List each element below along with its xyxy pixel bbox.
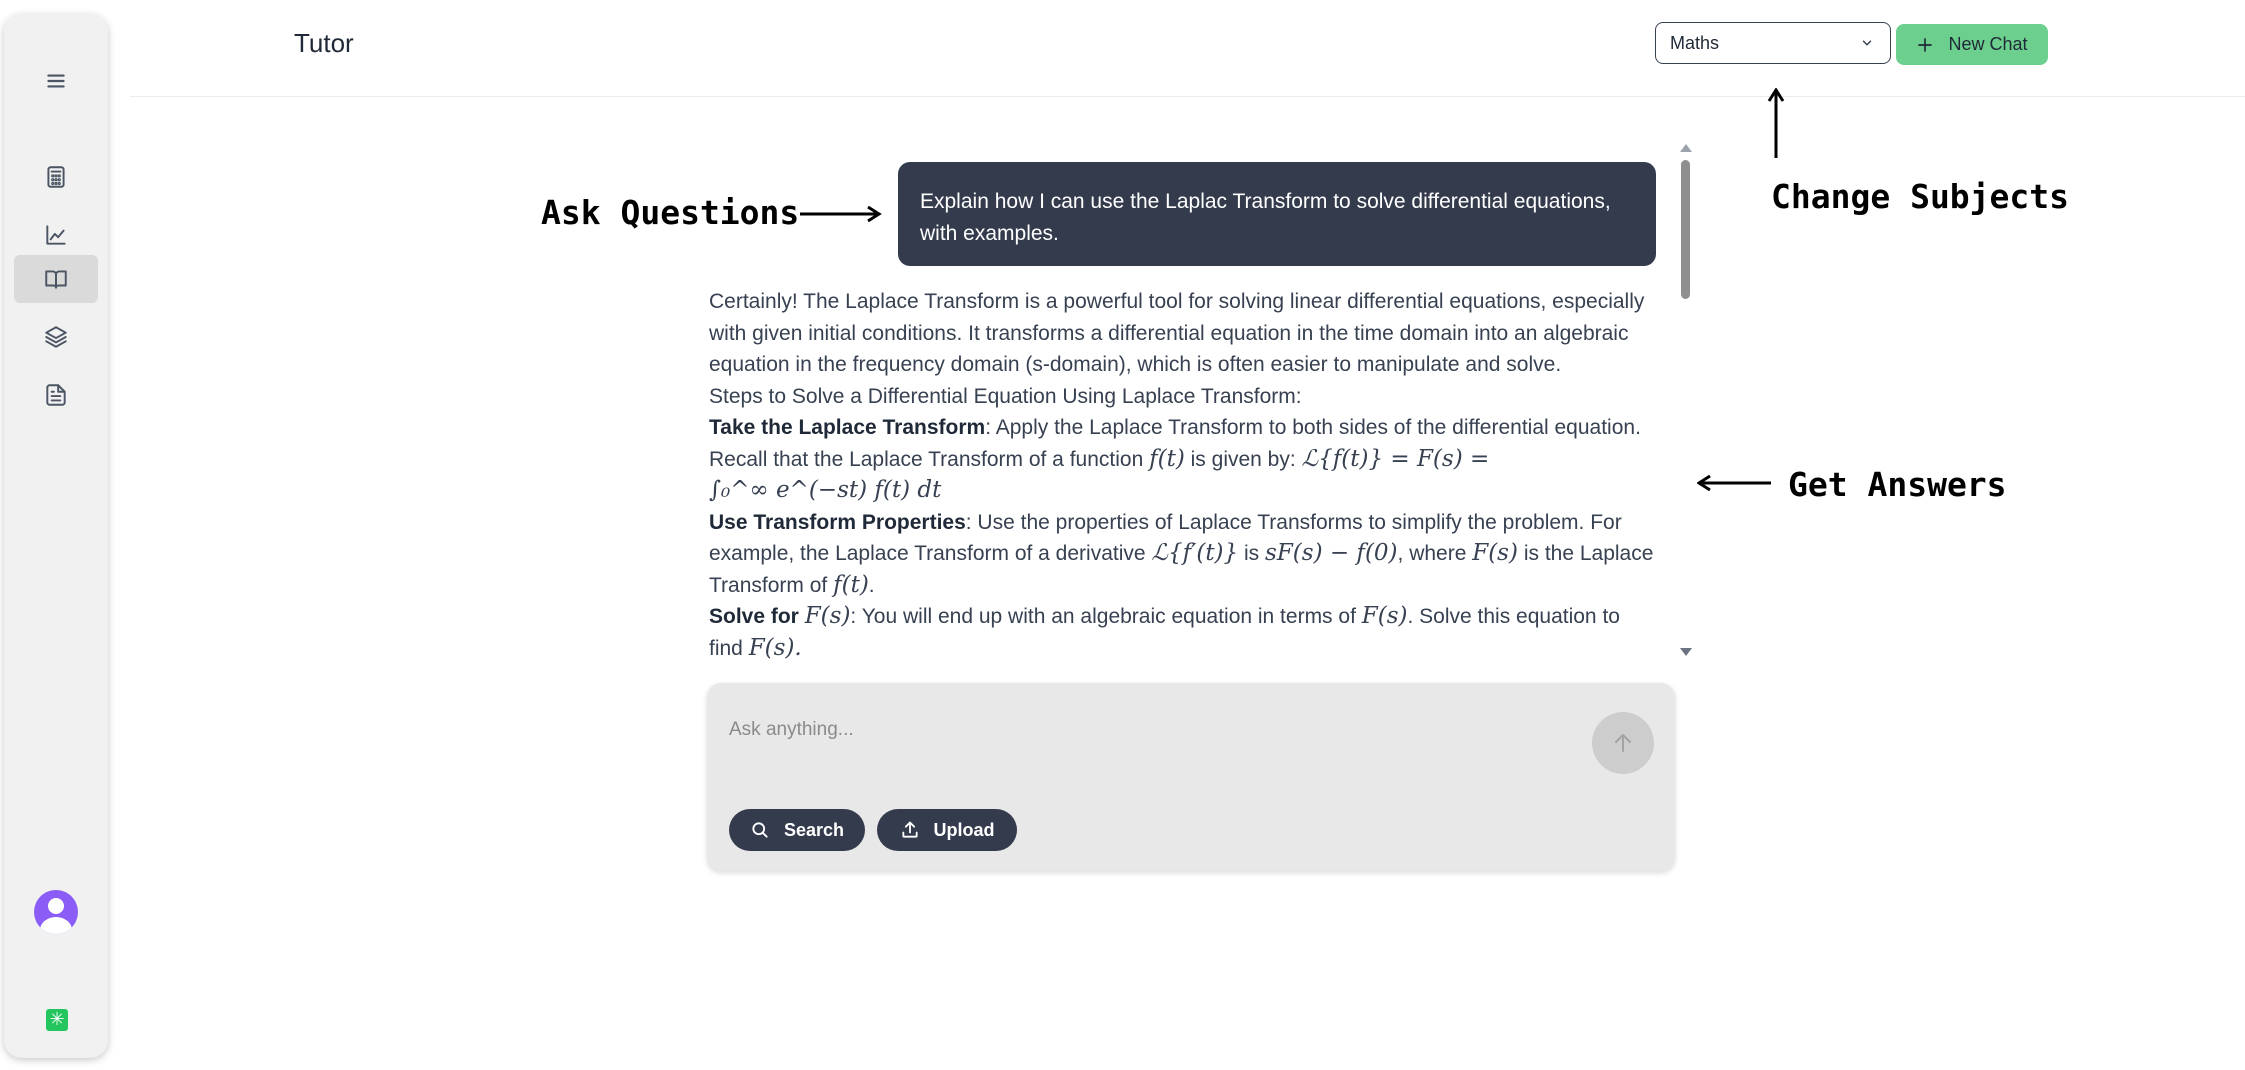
search-icon	[750, 820, 770, 840]
step-1-mid: is given by:	[1190, 447, 1296, 471]
chat-scroll-area[interactable]	[700, 150, 1680, 660]
file-text-icon	[43, 382, 69, 408]
brand-logo-icon[interactable]: ✳	[46, 1009, 68, 1031]
annotation-ask-questions: Ask Questions	[541, 193, 800, 232]
step-1-text: : Apply the Laplace Transform to both sides of the differential equation. Recall that the Laplace Transform of a function	[709, 416, 1641, 471]
assistant-answer	[709, 286, 1654, 660]
step-1-function: f(t)	[1149, 445, 1185, 472]
avatar-head	[48, 898, 64, 914]
search-button-label: Search	[783, 819, 845, 840]
step-2-math-derivative: ℒ{f′(t)}	[1151, 540, 1239, 566]
search-button[interactable]	[729, 809, 865, 851]
answer-steps-heading: Steps to Solve a Differential Equation Using Laplace Transform:	[709, 384, 1302, 408]
step-2-title: Use Transform Properties	[709, 510, 966, 534]
avatar[interactable]	[34, 890, 78, 934]
layers-icon	[43, 324, 69, 350]
step-2-math-result: sF(s) − f(0)	[1265, 540, 1398, 566]
step-3-text-2: . Solve this equation to find	[709, 605, 1620, 660]
header-divider	[130, 96, 2245, 97]
sidebar-item-calculator[interactable]	[14, 153, 98, 201]
arrow-up-send-icon	[1611, 731, 1635, 755]
annotation-change-subjects: Change Subjects	[1771, 177, 2070, 216]
user-message-bubble	[898, 162, 1656, 266]
subject-select-value: Maths	[1670, 32, 1720, 53]
step-3-math-2: F(s)	[1361, 603, 1408, 629]
annotation-get-answers: Get Answers	[1788, 465, 2007, 504]
chat-scrollbar-thumb[interactable]	[1681, 160, 1690, 299]
sidebar	[4, 14, 108, 1058]
step-1-formula: ℒ{f(t)} = F(s) =	[1301, 445, 1490, 472]
sidebar-item-graphs[interactable]	[14, 211, 98, 259]
scroll-up-arrow-icon[interactable]	[1680, 144, 1692, 152]
send-button[interactable]	[1592, 712, 1654, 774]
step-2-end: .	[868, 573, 875, 597]
sidebar-item-flashcards[interactable]	[14, 313, 98, 361]
step-3-math-3: F(s).	[748, 634, 802, 660]
book-open-icon	[43, 266, 69, 292]
chevron-down-icon	[1860, 36, 1874, 50]
menu-icon	[43, 68, 69, 94]
answer-step-1	[709, 412, 1654, 507]
new-chat-label: New Chat	[1948, 34, 2028, 54]
step-2-text: : Use the properties of Laplace Transforms to simplify the problem. For example, the Laplace Transform of a derivative	[709, 510, 1622, 565]
upload-button-label: Upload	[933, 819, 995, 840]
arrow-up-icon	[1764, 88, 1788, 160]
upload-button[interactable]	[877, 809, 1017, 851]
menu-button[interactable]	[14, 57, 98, 105]
message-composer	[707, 683, 1675, 871]
step-3-title: Solve for	[709, 605, 799, 628]
step-3-text: : You will end up with an algebraic equation in terms of	[850, 605, 1356, 628]
ask-input[interactable]	[729, 713, 1549, 747]
arrow-left-icon	[1697, 473, 1773, 493]
step-3-math: F(s)	[804, 603, 851, 629]
step-2-rest: is the Laplace Transform of	[709, 542, 1654, 597]
chart-line-icon	[43, 222, 69, 248]
avatar-body	[40, 917, 72, 934]
answer-intro: Certainly! The Laplace Transform is a powerful tool for solving linear differential equations, especially with given initial conditions. It transforms a differential equation in the time domain into an algebraic equation in the frequency domain (s-domain), which is often easier to manipulate and solve.	[709, 290, 1645, 376]
answer-step-2	[709, 507, 1654, 602]
step-2-is: is	[1244, 542, 1260, 565]
sidebar-item-tutor[interactable]	[14, 255, 98, 303]
step-1-integral: ∫₀^∞ e^(−st) f(t) dt	[709, 477, 942, 503]
plus-icon	[1916, 36, 1934, 54]
step-2-math-ft: f(t)	[833, 571, 869, 598]
step-1-title: Take the Laplace Transform	[709, 416, 986, 439]
new-chat-button[interactable]	[1896, 24, 2048, 65]
step-2-where: , where	[1397, 542, 1467, 565]
calculator-icon	[43, 164, 69, 190]
upload-icon	[900, 820, 920, 840]
sidebar-item-notes[interactable]	[14, 371, 98, 419]
scroll-down-arrow-icon[interactable]	[1680, 648, 1692, 656]
user-message-text: Explain how I can use the Laplac Transform to solve differential equations, with examples.	[920, 190, 1611, 245]
answer-step-3	[709, 601, 1654, 660]
page-title: Tutor	[294, 28, 354, 58]
subject-select[interactable]	[1655, 22, 1891, 64]
step-2-math-fs: F(s)	[1472, 540, 1518, 566]
